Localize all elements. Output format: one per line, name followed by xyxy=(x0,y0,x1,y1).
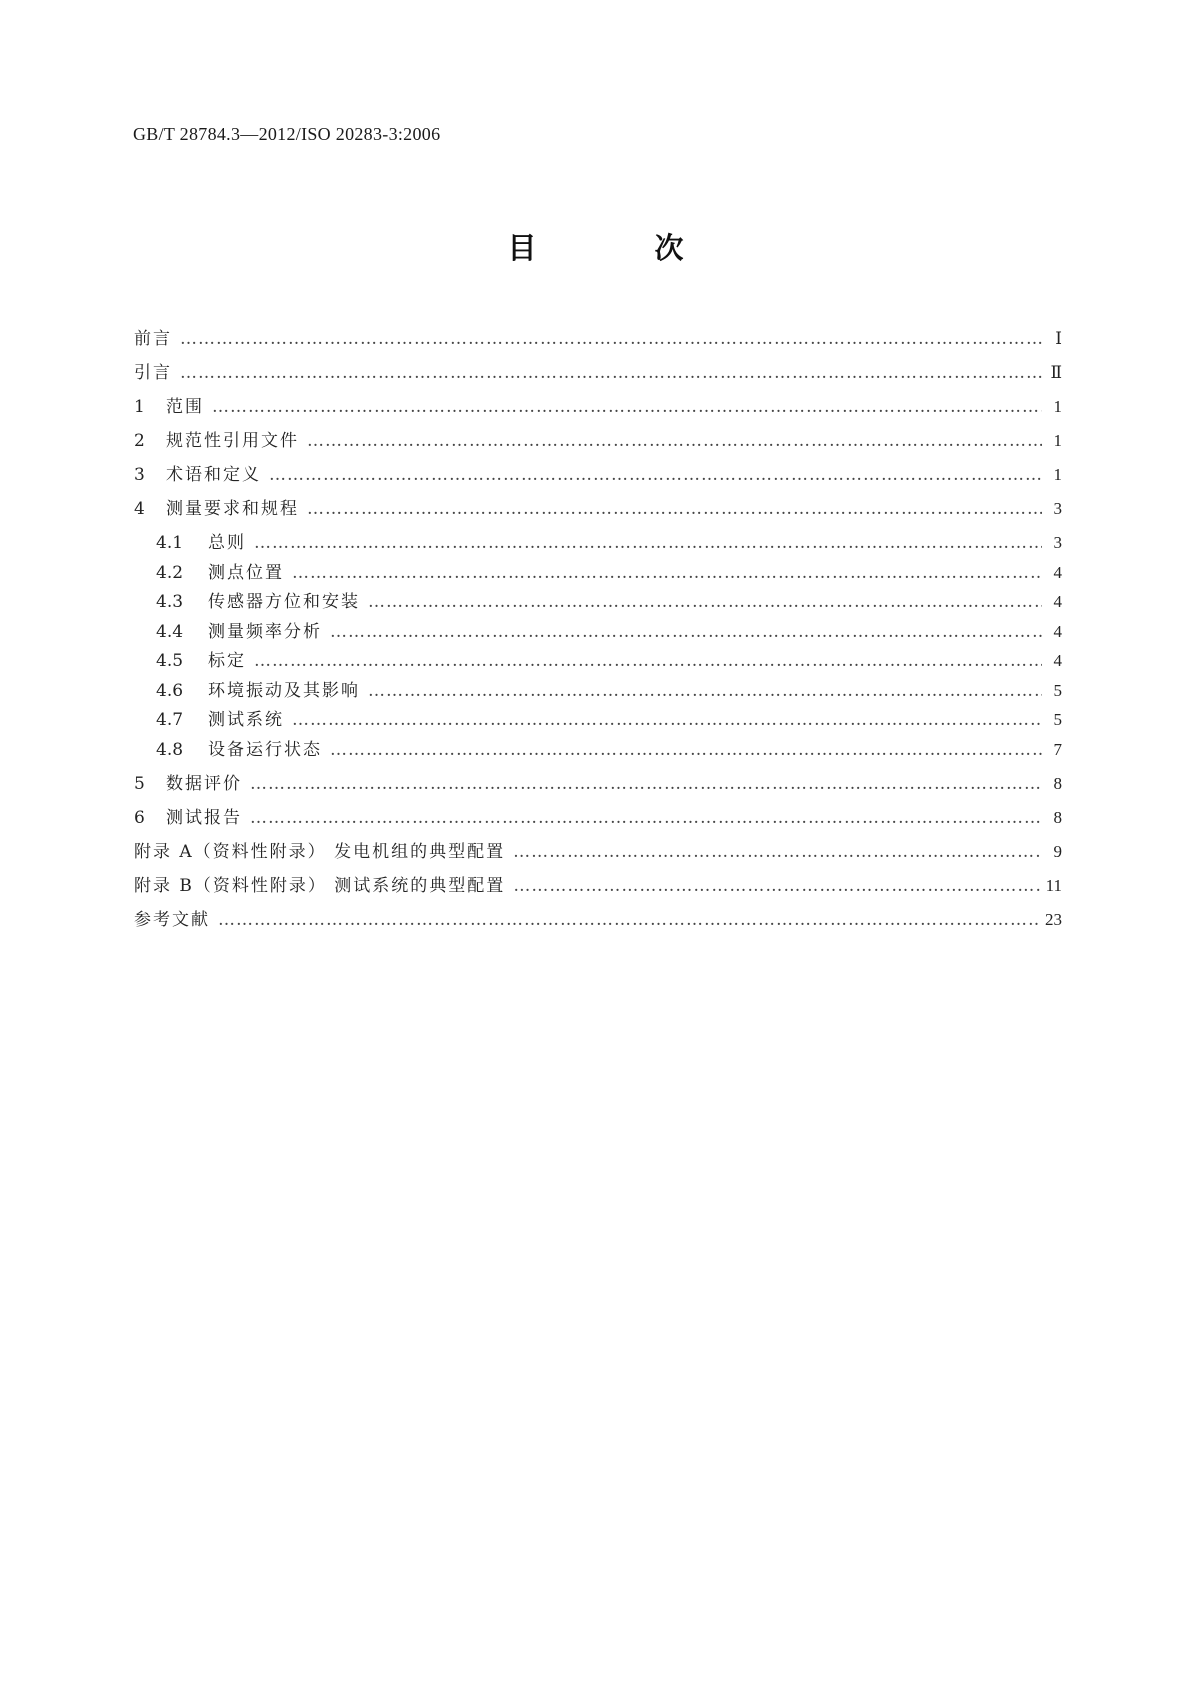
toc-entry-title: 引言 xyxy=(134,363,172,383)
toc-dot-leader xyxy=(513,876,1039,896)
toc-dot-leader xyxy=(269,465,1042,485)
toc-entry-title: 环境振动及其影响 xyxy=(208,680,360,701)
toc-entry-page: 1 xyxy=(1053,397,1062,416)
toc-entry[interactable] xyxy=(134,617,1062,642)
toc-entry-number: 4 xyxy=(134,499,145,519)
toc-dot-leader xyxy=(218,910,1039,930)
toc-entry-number: 4.3 xyxy=(156,592,184,612)
toc-entry-title: 测量频率分析 xyxy=(208,621,322,642)
toc-entry-number: 4.5 xyxy=(156,651,184,671)
toc-dot-leader xyxy=(212,397,1042,417)
toc-entry[interactable] xyxy=(134,528,1062,553)
toc-dot-leader xyxy=(330,740,1042,760)
toc-entry-page: 9 xyxy=(1053,841,1062,861)
toc-entry-page: Ⅰ xyxy=(1055,329,1062,348)
toc-entry-number: 4.7 xyxy=(156,710,184,730)
toc-entry-number: 4.2 xyxy=(156,562,184,583)
toc-entry-page: 8 xyxy=(1053,807,1062,827)
toc-entry[interactable] xyxy=(134,460,1062,485)
toc-entry-number: 4.4 xyxy=(156,621,184,642)
toc-entry-number: 4.8 xyxy=(156,739,184,760)
toc-entry[interactable] xyxy=(134,705,1062,730)
toc-title: 目 次 xyxy=(507,231,738,265)
toc-entry-page: 4 xyxy=(1053,651,1062,670)
toc-entry-page: 4 xyxy=(1053,562,1062,582)
toc-entry-number: 5 xyxy=(134,773,145,794)
toc-entry[interactable] xyxy=(134,646,1062,671)
toc-entry-number: 6 xyxy=(134,807,145,828)
toc-entry-page: 23 xyxy=(1045,909,1062,929)
toc-entry[interactable] xyxy=(134,905,1062,930)
toc-dot-leader xyxy=(307,431,1042,451)
toc-dot-leader xyxy=(307,499,1042,519)
document-standard-id: GB/T 28784.3—2012/ISO 20283-3:2006 xyxy=(133,124,441,144)
toc-dot-leader xyxy=(250,808,1042,828)
toc-entry[interactable] xyxy=(134,837,1062,862)
toc-entry[interactable] xyxy=(134,803,1062,828)
toc-entry-title: 参考文献 xyxy=(134,909,210,930)
toc-dot-leader xyxy=(330,622,1042,642)
toc-entry-page: 4 xyxy=(1053,592,1062,611)
toc-entry-page: 5 xyxy=(1053,710,1062,729)
toc-dot-leader xyxy=(254,651,1042,671)
toc-dot-leader xyxy=(368,592,1042,612)
toc-entry-title: 数据评价 xyxy=(166,773,242,794)
toc-entry[interactable] xyxy=(134,735,1062,760)
toc-dot-leader xyxy=(368,681,1042,701)
toc-entry-title: 总则 xyxy=(208,533,246,553)
toc-entry[interactable] xyxy=(134,358,1062,383)
toc-dot-leader xyxy=(250,774,1042,794)
toc-dot-leader xyxy=(254,533,1042,553)
toc-entry-title: 测量要求和规程 xyxy=(166,499,299,519)
toc-dot-leader xyxy=(180,363,1042,383)
toc-entry-title: 设备运行状态 xyxy=(208,739,322,760)
toc-entry-title: 前言 xyxy=(134,329,172,349)
toc-entry-title: 术语和定义 xyxy=(166,465,261,485)
toc-entry-page: 3 xyxy=(1053,533,1062,552)
toc-entry-title: 测试报告 xyxy=(166,807,242,828)
toc-dot-leader xyxy=(180,329,1042,349)
toc-entry-page: 4 xyxy=(1053,621,1062,641)
toc-entry-number: 4.1 xyxy=(156,533,184,553)
toc-entry-number: 2 xyxy=(134,431,145,451)
toc-entry-page: 5 xyxy=(1053,680,1062,700)
toc-entry-page: 8 xyxy=(1053,773,1062,793)
toc-entry-page: 3 xyxy=(1053,499,1062,518)
toc-dot-leader xyxy=(292,710,1042,730)
toc-entry-page: 11 xyxy=(1045,875,1062,895)
toc-entry[interactable] xyxy=(134,587,1062,612)
toc-entry-title: 传感器方位和安装 xyxy=(208,592,360,612)
toc-entry-title: 附录 B（资料性附录） 测试系统的典型配置 xyxy=(134,875,506,896)
toc-entry[interactable] xyxy=(134,494,1062,519)
toc-entry-number: 4.6 xyxy=(156,680,184,701)
toc-entry-title: 测点位置 xyxy=(208,562,284,583)
toc-entry-page: 7 xyxy=(1053,739,1062,759)
toc-entry[interactable] xyxy=(134,426,1062,451)
toc-entry-page: 1 xyxy=(1053,431,1062,450)
toc-entry-title: 测试系统 xyxy=(208,710,284,730)
toc-entry[interactable] xyxy=(134,871,1062,896)
toc-dot-leader xyxy=(513,842,1042,862)
toc-entry-title: 规范性引用文件 xyxy=(166,431,299,451)
toc-entry-title: 附录 A（资料性附录） 发电机组的典型配置 xyxy=(134,841,506,862)
toc-entry[interactable] xyxy=(134,392,1062,417)
toc-entry-title: 范围 xyxy=(166,397,204,417)
toc-entry-number: 1 xyxy=(134,397,145,417)
toc-entry[interactable] xyxy=(134,558,1062,583)
toc-entry-number: 3 xyxy=(134,465,145,485)
toc-dot-leader xyxy=(292,563,1042,583)
toc-entry[interactable] xyxy=(134,324,1062,349)
toc-entry-page: 1 xyxy=(1053,465,1062,484)
toc-entry-page: Ⅱ xyxy=(1050,363,1062,382)
toc-entry[interactable] xyxy=(134,769,1062,794)
toc-entry-title: 标定 xyxy=(208,651,246,671)
toc-entry[interactable] xyxy=(134,676,1062,701)
